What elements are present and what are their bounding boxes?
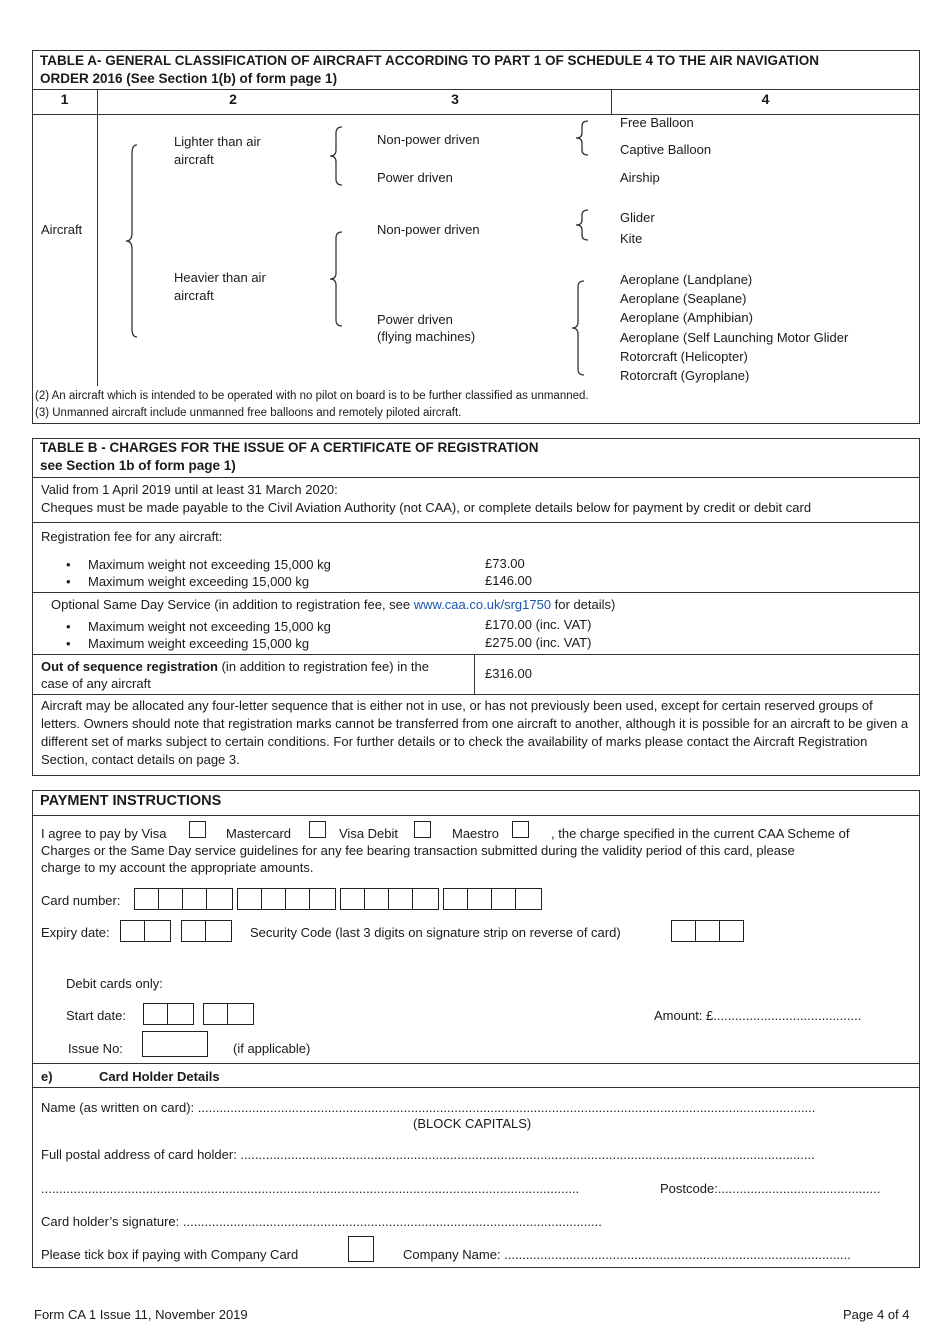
heavier-than-air-2: aircraft	[174, 288, 214, 303]
card-number-group-1[interactable]	[134, 888, 233, 910]
col-header-1: 1	[60, 91, 69, 107]
address-field-2[interactable]: .....................................................................................................................................................	[41, 1181, 580, 1196]
section-e-letter: e)	[41, 1069, 53, 1084]
payment-title: PAYMENT INSTRUCTIONS	[40, 793, 222, 809]
brace-glider-kite	[572, 210, 592, 240]
brace-lighter	[325, 127, 345, 185]
mastercard-checkbox[interactable]	[309, 821, 326, 838]
airship: Airship	[620, 170, 660, 185]
kite: Kite	[620, 231, 643, 246]
sd-item-2: • Maximum weight exceeding 15,000 kg	[88, 635, 309, 652]
expiry-label: Expiry date:	[41, 925, 110, 940]
charge-text-2: Charges or the Same Day service guidelines for any fee bearing transaction submitted during the validity period of this card, please	[41, 843, 795, 858]
charge-text-3: charge to my account the appropriate amounts.	[41, 860, 314, 875]
mastercard-label: Mastercard	[226, 826, 292, 841]
non-power-driven-2: Non-power driven	[377, 222, 480, 237]
table-b-title-line2: see Section 1b of form page 1)	[40, 458, 236, 473]
debit-only-label: Debit cards only:	[66, 976, 163, 991]
if-applicable: (if applicable)	[233, 1041, 311, 1056]
sd-item-1: • Maximum weight not exceeding 15,000 kg	[88, 618, 331, 635]
company-card-checkbox[interactable]	[348, 1236, 374, 1262]
brace-flying-machines	[567, 281, 587, 375]
type-rotorcraft-helicopter: Rotorcraft (Helicopter)	[620, 349, 748, 364]
start-month[interactable]	[143, 1003, 194, 1025]
non-power-driven-1: Non-power driven	[377, 132, 480, 147]
note-2: (2) An aircraft which is intended to be operated with no pilot on board is to be further classified as unmanned.	[35, 390, 589, 402]
aircraft-label: Aircraft	[41, 222, 83, 237]
maestro-label: Maestro	[452, 826, 499, 841]
company-card-label: Please tick box if paying with Company Card	[41, 1247, 299, 1262]
maestro-checkbox[interactable]	[512, 821, 529, 838]
company-name-field[interactable]: Company Name: ................................................................................................	[403, 1247, 851, 1262]
visa-debit-label: Visa Debit	[339, 826, 399, 841]
issue-no-input[interactable]	[142, 1031, 208, 1057]
card-number-group-2[interactable]	[237, 888, 336, 910]
flying-machines: (flying machines)	[377, 329, 476, 344]
expiry-month[interactable]	[120, 920, 171, 942]
signature-field[interactable]: Card holder’s signature: ....................................................................................................................	[41, 1214, 602, 1229]
card-number-group-3[interactable]	[340, 888, 439, 910]
footer-form-id: Form CA 1 Issue 11, November 2019	[34, 1307, 248, 1322]
reg-fee-item-2: • Maximum weight exceeding 15,000 kg	[88, 573, 309, 590]
security-code-input[interactable]	[671, 920, 744, 942]
visa-debit-checkbox[interactable]	[414, 821, 431, 838]
free-balloon: Free Balloon	[620, 115, 694, 130]
visa-checkbox[interactable]	[189, 821, 206, 838]
col-header-3: 3	[451, 91, 459, 107]
captive-balloon: Captive Balloon	[620, 142, 712, 157]
name-field[interactable]: Name (as written on card): ...........................................................................................................................................................................	[41, 1100, 816, 1115]
type-rotorcraft-gyroplane: Rotorcraft (Gyroplane)	[620, 368, 750, 383]
reg-fee-item-1: • Maximum weight not exceeding 15,000 kg	[88, 556, 331, 573]
glider: Glider	[620, 210, 655, 225]
type-aeroplane-landplane: Aeroplane (Landplane)	[620, 272, 753, 287]
issue-no-label: Issue No:	[68, 1041, 123, 1056]
type-aeroplane-seaplane: Aeroplane (Seaplane)	[620, 291, 747, 306]
security-code-label: Security Code (last 3 digits on signature strip on reverse of card)	[250, 925, 621, 940]
card-holder-details-title: Card Holder Details	[99, 1069, 220, 1084]
brace-heavier	[325, 232, 345, 326]
marks-paragraph: Aircraft may be allocated any four-letter sequence that is either not in use, or has not previously been used, except for certain reserved groups of letters. Owners should note that registration marks cannot be transferred from one aircraft to another, although it is possible for an aircraft to be given a different set of marks subject to certain conditions. For further details or to check the availability of marks please contact the Aircraft Registration Section, contact details on page 3.	[41, 698, 909, 767]
block-capitals: (BLOCK CAPITALS)	[413, 1116, 532, 1131]
postcode-field[interactable]: Postcode:.............................................	[660, 1181, 881, 1196]
footer-page-number: Page 4 of 4	[843, 1307, 910, 1322]
reg-fee-1: £73.00	[485, 556, 525, 571]
type-aeroplane-amphibian: Aeroplane (Amphibian)	[620, 310, 753, 325]
same-day-link[interactable]: www.caa.co.uk/srg1750	[413, 597, 552, 612]
table-a-title-line1: TABLE A- GENERAL CLASSIFICATION OF AIRCRAFT ACCORDING TO PART 1 OF SCHEDULE 4 TO THE AIR NAVIGATION	[40, 53, 820, 68]
charge-text-1: , the charge specified in the current CAA Scheme of	[551, 826, 850, 841]
out-of-sequence-2: case of any aircraft	[41, 676, 151, 691]
power-driven-1: Power driven	[377, 170, 453, 185]
expiry-year[interactable]	[181, 920, 232, 942]
table-a-title-line2: ORDER 2016 (See Section 1(b) of form page 1)	[40, 71, 338, 86]
heavier-than-air: Heavier than air	[174, 270, 266, 285]
agree-visa: I agree to pay by Visa	[41, 826, 167, 841]
lighter-than-air-2: aircraft	[174, 152, 214, 167]
out-of-sequence-fee: £316.00	[485, 666, 532, 681]
table-b-title-line1: TABLE B - CHARGES FOR THE ISSUE OF A CERTIFICATE OF REGISTRATION	[40, 440, 539, 455]
start-date-label: Start date:	[66, 1008, 126, 1023]
type-aeroplane-slmg: Aeroplane (Self Launching Motor Glider	[620, 330, 849, 345]
power-driven-2: Power driven	[377, 312, 453, 327]
lighter-than-air: Lighter than air	[174, 134, 261, 149]
brace-balloons	[572, 121, 592, 155]
cheques-text: Cheques must be made payable to the Civil Aviation Authority (not CAA), or complete details below for payment by credit or debit card	[41, 500, 812, 515]
col-header-2: 2	[229, 91, 237, 107]
address-field[interactable]: Full postal address of card holder: ...............................................................................................................................................................	[41, 1147, 815, 1162]
sd-fee-1: £170.00 (inc. VAT)	[485, 617, 592, 632]
start-year[interactable]	[203, 1003, 254, 1025]
card-number-group-4[interactable]	[443, 888, 542, 910]
sd-fee-2: £275.00 (inc. VAT)	[485, 635, 592, 650]
out-of-sequence: Out of sequence registration (in addition to registration fee) in the	[41, 659, 429, 674]
same-day-service: Optional Same Day Service (in addition to registration fee, see www.caa.co.uk/srg1750 for details)	[51, 597, 616, 612]
brace-aircraft	[120, 145, 140, 337]
note-3: (3) Unmanned aircraft include unmanned free balloons and remotely piloted aircraft.	[35, 407, 462, 419]
valid-period: Valid from 1 April 2019 until at least 31 March 2020:	[41, 482, 338, 497]
amount-field[interactable]: Amount: £.........................................	[654, 1008, 862, 1023]
card-number-label: Card number:	[41, 893, 121, 908]
col-header-4: 4	[761, 91, 770, 107]
reg-fee-label: Registration fee for any aircraft:	[41, 529, 223, 544]
reg-fee-2: £146.00	[485, 573, 532, 588]
